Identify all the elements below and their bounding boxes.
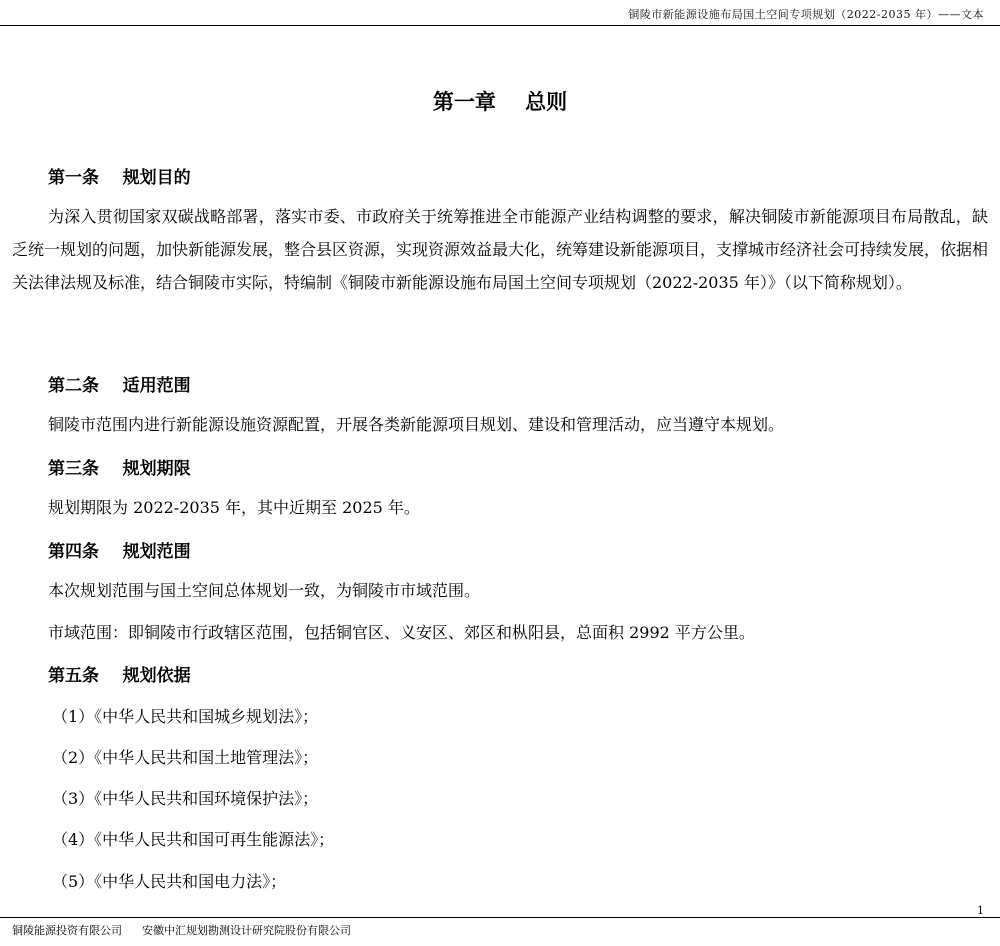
reference-item: （3）《中华人民共和国环境保护法》； (52, 789, 319, 808)
article-1-heading: 第一条 规划目的 (48, 168, 191, 188)
footer-company-left: 铜陵能源投资有限公司 (12, 924, 122, 937)
page-number: 1 (977, 904, 984, 917)
reference-item: （4）《中华人民共和国可再生能源法》； (52, 830, 335, 849)
chapter-title: 第一章 总则 (432, 90, 568, 114)
article-1-paragraph: 为深入贯彻国家双碳战略部署，落实市委、市政府关于统筹推进全市能源产业结构调整的要求，解决铜陵市新能源项目布局散乱，缺乏统一规划的问题，加快新能源发展，整合县区资源，实现资源效益最大化，统筹建设新能源项目，支撑城市经济社会可持续发展，依据相关法律法规及标准，结合铜陵市实际，特编制《铜陵市新能源设施布局国土空间专项规划（2022-2035 年）》（以下简称规划）。 (12, 207, 989, 292)
article-2-heading: 第二条 适用范围 (48, 376, 191, 396)
article-4-heading: 第四条 规划范围 (48, 542, 191, 562)
reference-item: （1）《中华人民共和国城乡规划法》； (52, 707, 319, 726)
footer-company-right: 安徽中汇规划勘测设计研究院股份有限公司 (142, 924, 351, 937)
article-5-heading: 第五条 规划依据 (48, 666, 191, 686)
footer-rule (0, 917, 1000, 918)
article-4-paragraph-2: 市域范围：即铜陵市行政辖区范围，包括铜官区、义安区、郊区和枞阳县，总面积 2992 平方公里。 (48, 623, 755, 642)
article-4-paragraph-1: 本次规划范围与国土空间总体规划一致，为铜陵市市域范围。 (48, 581, 481, 600)
header-rule (0, 25, 1000, 26)
reference-item: （5）《中华人民共和国电力法》； (52, 872, 287, 891)
article-2-paragraph: 铜陵市范围内进行新能源设施资源配置，开展各类新能源项目规划、建设和管理活动，应当遵守本规划。 (48, 415, 785, 434)
article-3-heading: 第三条 规划期限 (48, 459, 191, 479)
reference-item: （2）《中华人民共和国土地管理法》； (52, 748, 319, 767)
running-header: 铜陵市新能源设施布局国土空间专项规划（2022-2035 年）——文本 (628, 8, 984, 21)
article-3-paragraph: 规划期限为 2022-2035 年，其中近期至 2025 年。 (48, 498, 420, 517)
